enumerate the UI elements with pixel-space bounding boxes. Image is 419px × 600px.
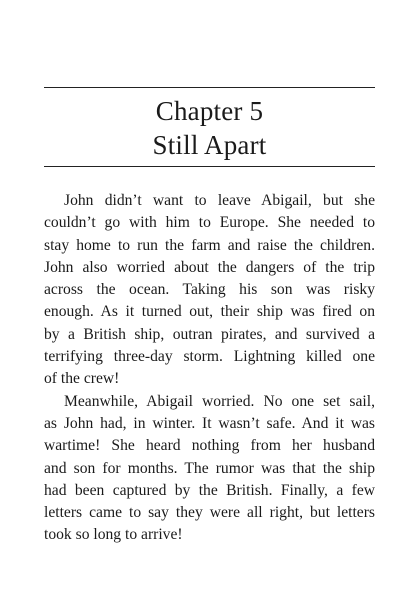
text-line: John also worried about the dangers of the trip <box>44 258 375 276</box>
text-line: across the ocean. Taking his son was risky <box>44 281 375 299</box>
text-line: had been captured by the British. Finally, a few <box>44 481 375 499</box>
text-line: of the crew! <box>44 370 120 388</box>
text-line: enough. As it turned out, their ship was fired on <box>44 303 375 321</box>
text-line: by a British ship, outran pirates, and survived a <box>44 325 375 343</box>
paragraph-1 <box>44 190 375 391</box>
heading-top-rule <box>44 87 375 88</box>
text-line: as John had, in winter. It wasn’t safe. And it was <box>44 414 375 432</box>
chapter-body <box>44 190 375 547</box>
text-line: letters came to say they were all right, but letters <box>44 504 375 522</box>
text-line: stay home to run the farm and raise the children. <box>44 236 375 254</box>
text-line: wartime! She heard nothing from her husband <box>44 437 375 455</box>
text-line: and son for months. The rumor was that the ship <box>44 459 375 477</box>
text-line: couldn’t go with him to Europe. She needed to <box>44 214 375 232</box>
chapter-number: Chapter 5 <box>155 96 264 126</box>
text-line: took so long to arrive! <box>44 526 183 544</box>
heading-bottom-rule <box>44 166 375 167</box>
paragraph-2 <box>44 391 375 547</box>
chapter-title: Still Apart <box>152 130 267 160</box>
text-line: terrifying three-day storm. Lightning killed one <box>44 348 375 366</box>
text-line: Meanwhile, Abigail worried. No one set sail, <box>64 392 375 410</box>
text-line: John didn’t want to leave Abigail, but she <box>64 192 375 209</box>
chapter-heading <box>44 94 375 162</box>
